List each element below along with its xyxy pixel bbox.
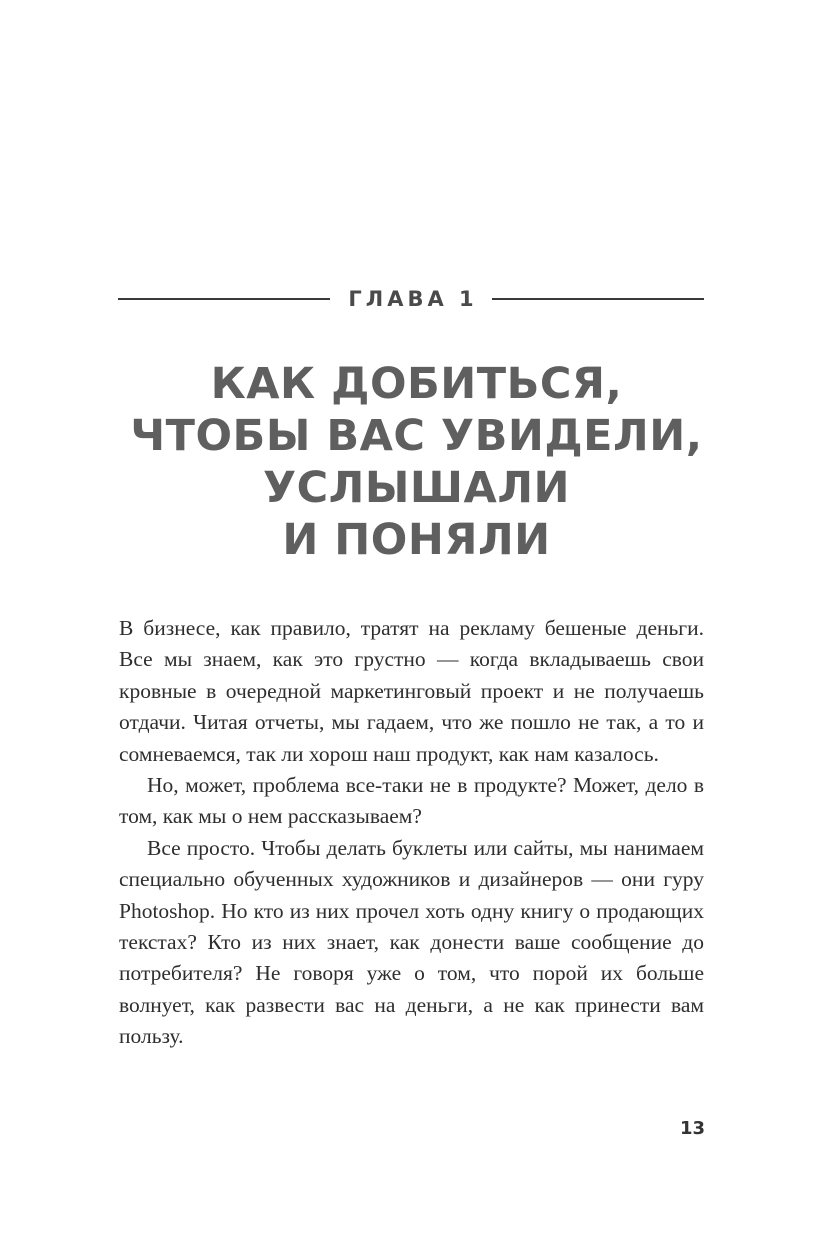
paragraph: Но, может, проблема все-таки не в продукте? Может, дело в том, как мы о нем рассказываем? <box>119 773 704 829</box>
body-text <box>119 613 704 1053</box>
chapter-title-line: УСЛЫШАЛИ <box>262 463 571 513</box>
paragraph: В бизнесе, как правило, тратят на рекламу бешеные деньги. Все мы знаем, как это грустно — когда вкладываешь свои кровные в очередной маркетинговый проект и не получаешь отдачи. Читая отчеты, мы гадаем, что же пошло не так, а то и сомневаемся, так ли хорош наш продукт, как нам казалось. <box>119 616 704 766</box>
right-rule <box>492 298 704 300</box>
chapter-title-line: КАК ДОБИТЬСЯ, <box>210 359 623 409</box>
chapter-label: ГЛАВА 1 <box>348 287 478 311</box>
paragraph: Все просто. Чтобы делать буклеты или сайты, мы нанимаем специально обученных художников и дизайнеров — они гуру Photoshop. Но кто из них прочел хоть одну книгу о продающих текстах? Кто из них знает, как донести ваше сообщение до потребителя? Не говоря уже о том, что порой их больше волнует, как развести вас на деньги, а не как принести вам пользу. <box>119 835 704 1049</box>
chapter-title <box>60 358 773 566</box>
chapter-title-line: И ПОНЯЛИ <box>282 515 551 565</box>
page-number: 13 <box>679 1118 705 1139</box>
chapter-header <box>118 284 704 314</box>
chapter-title-line: ЧТОБЫ ВАС УВИДЕЛИ, <box>130 411 703 461</box>
left-rule <box>118 298 330 300</box>
